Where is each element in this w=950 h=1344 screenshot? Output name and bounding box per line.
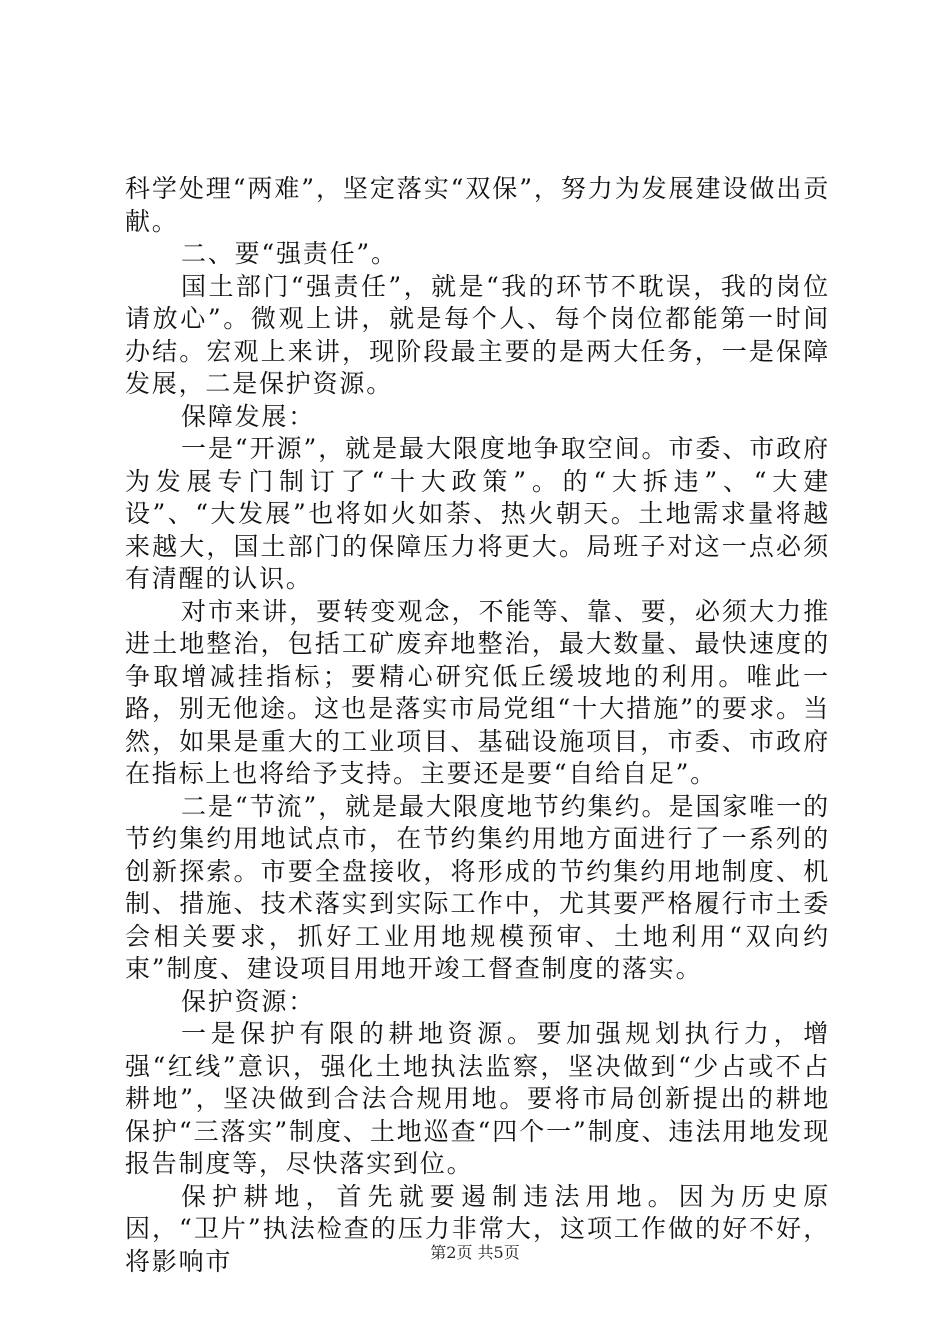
section-heading: 二、要“强责任”。 [181,239,398,268]
paragraph: 对市来讲，要转变观念，不能等、靠、要，必须大力推进土地整治，包括工矿废弃地整治，最大数量、最快速度的争取增减挂指标；要精心研究低丘缓坡地的利用。唯此一路，别无他途。这也是落实市局党组“十大措施”的要求。当然，如果是重大的工业项目、基础设施项目，市委、市政府在指标上也将给予支持。主要还是要“自给自足”。 [125,596,830,788]
paragraph: 二是“节流”，就是最大限度地节约集约。是国家唯一的节约集约用地试点市，在节约集约用地方面进行了一系列的创新探索。市要全盘接收，将形成的节约集约用地制度、机制、措施、技术落实到实际工作中，尤其要严格履行市土委会相关要求，抓好工业用地规模预审、土地利用“双向约束”制度、建设项目用地开竣工督查制度的落实。 [125,791,830,983]
paragraph: 保护耕地，首先就要遏制违法用地。因为历史原因，“卫片”执法检查的压力非常大，这项工作做的好不好，将影响市 [125,1181,830,1276]
subheading: 保障发展： [181,401,316,431]
paragraph: 一是“开源”，就是最大限度地争取空间。市委、市政府为发展专门制订了“十大政策”。的“大拆违”、“大建设”、“大发展”也将如火如荼、热火朝天。土地需求量将越来越大，国土部门的保障压力将更大。局班子对这一点必须有清醒的认识。 [125,434,830,593]
page-number: 第2页 共5页 [430,1243,520,1262]
page-footer [0,1240,950,1263]
subheading: 保护资源： [181,986,316,1016]
paragraph: 科学处理“两难”，坚定落实“双保”，努力为发展建设做出贡献。 [125,174,830,236]
document-body [125,173,830,1278]
paragraph: 一是保护有限的耕地资源。要加强规划执行力，增强“红线”意识，强化土地执法监察，坚决做到“少占或不占耕地”，坚决做到合法合规用地。要将市局创新提出的耕地保护“三落实”制度、土地巡查“四个一”制度、违法用地发现报告制度等，尽快落实到位。 [125,1019,830,1178]
paragraph: 国土部门“强责任”，就是“我的环节不耽误，我的岗位请放心”。微观上讲，就是每个人、每个岗位都能第一时间办结。宏观上来讲，现阶段最主要的是两大任务，一是保障发展，二是保护资源。 [125,271,830,398]
